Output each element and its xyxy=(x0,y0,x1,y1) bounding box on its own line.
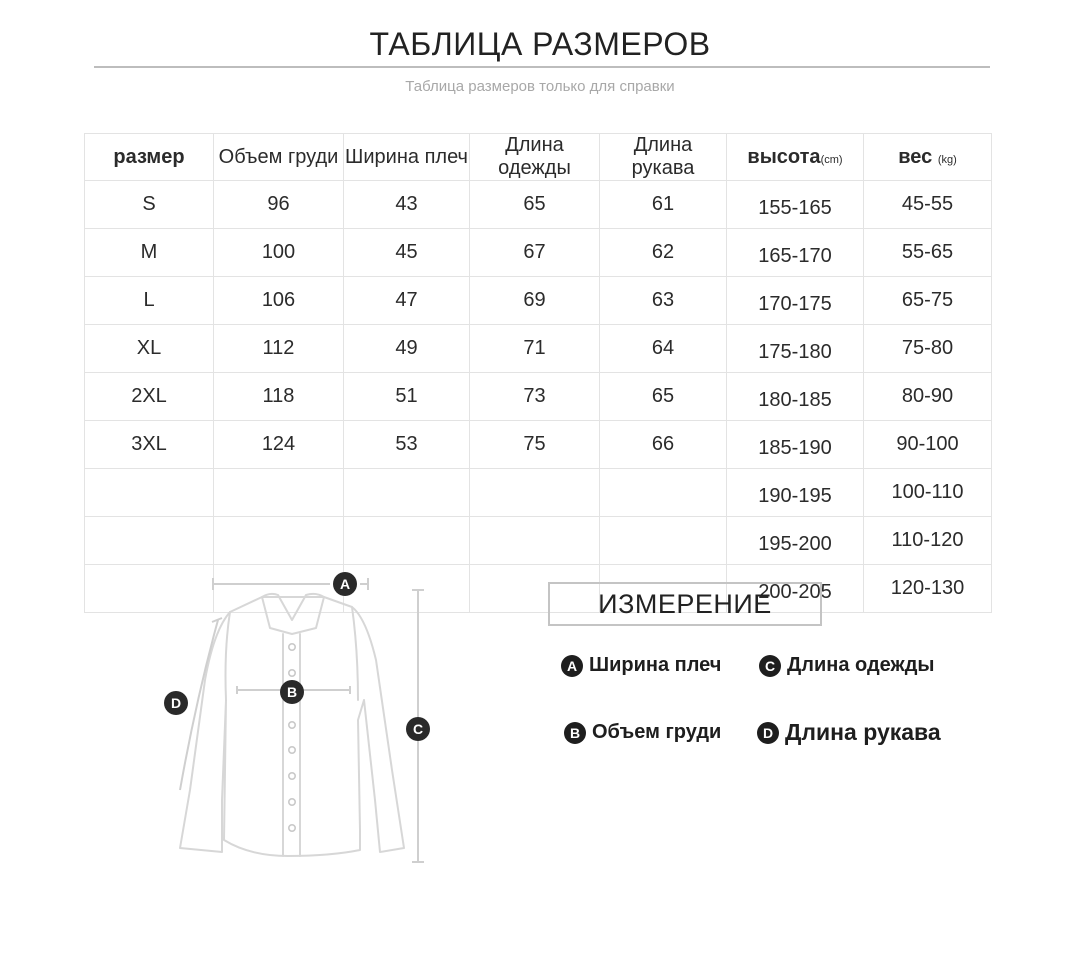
cell-shoulder xyxy=(344,469,470,517)
cell-size xyxy=(85,517,214,565)
cell-shoulder: 53 xyxy=(344,421,470,469)
table-row xyxy=(85,469,992,517)
header-height-unit: (cm) xyxy=(820,153,843,166)
marker-c: C xyxy=(412,721,424,737)
cell-sleeve xyxy=(600,469,727,517)
cell-size: M xyxy=(85,229,214,277)
button-dot xyxy=(289,773,295,779)
cell-weight: 100-110 xyxy=(864,469,992,517)
cell-height: 165-170 xyxy=(727,229,864,277)
jacket-placket xyxy=(283,634,300,856)
cell-weight: 55-65 xyxy=(864,229,992,277)
cell-shoulder: 43 xyxy=(344,181,470,229)
header-sleeve: Длина рукава xyxy=(600,134,727,181)
marker-b: B xyxy=(286,684,298,700)
cell-sleeve xyxy=(600,517,727,565)
cell-weight: 75-80 xyxy=(864,325,992,373)
cell-length: 69 xyxy=(470,277,600,325)
table-row xyxy=(85,373,992,421)
cell-height: 200-205 xyxy=(727,565,864,613)
jacket-collar xyxy=(262,594,324,634)
table-row xyxy=(85,277,992,325)
header-chest: Объем груди xyxy=(214,134,344,181)
cell-size: L xyxy=(85,277,214,325)
cell-length: 67 xyxy=(470,229,600,277)
cell-height: 170-175 xyxy=(727,277,864,325)
header-height xyxy=(727,134,864,181)
header-shoulder: Ширина плеч xyxy=(344,134,470,181)
table-row xyxy=(85,229,992,277)
badge-b-icon: B xyxy=(564,722,586,744)
cell-length xyxy=(470,517,600,565)
header-weight xyxy=(864,134,992,181)
cell-height: 180-185 xyxy=(727,373,864,421)
table-row xyxy=(85,517,992,565)
button-dot xyxy=(289,799,295,805)
cell-size: 2XL xyxy=(85,373,214,421)
header-length: Длина одежды xyxy=(470,134,600,181)
table-header-row xyxy=(85,134,992,181)
cell-chest xyxy=(214,517,344,565)
legend-label: Длина одежды xyxy=(787,654,935,676)
cell-chest: 118 xyxy=(214,373,344,421)
button-dot xyxy=(289,825,295,831)
cell-shoulder: 45 xyxy=(344,229,470,277)
header-weight-label: вес xyxy=(898,145,933,168)
cell-size: XL xyxy=(85,325,214,373)
header-size: размер xyxy=(85,134,214,181)
cell-length: 71 xyxy=(470,325,600,373)
cell-sleeve: 66 xyxy=(600,421,727,469)
cell-chest: 106 xyxy=(214,277,344,325)
cell-weight: 110-120 xyxy=(864,517,992,565)
jacket-diagram xyxy=(150,565,450,875)
cell-length: 73 xyxy=(470,373,600,421)
legend-label: Длина рукава xyxy=(785,719,941,745)
cell-height: 185-190 xyxy=(727,421,864,469)
legend-item-length xyxy=(759,654,934,677)
cell-sleeve: 65 xyxy=(600,373,727,421)
cell-shoulder xyxy=(344,517,470,565)
cell-weight: 65-75 xyxy=(864,277,992,325)
cell-shoulder: 47 xyxy=(344,277,470,325)
title-divider xyxy=(94,66,990,68)
page-title: ТАБЛИЦА РАЗМЕРОВ xyxy=(369,26,711,62)
cell-chest: 96 xyxy=(214,181,344,229)
header-weight-unit: (kg) xyxy=(937,153,957,166)
cell-height: 195-200 xyxy=(727,517,864,565)
marker-a: A xyxy=(339,576,351,592)
cell-chest xyxy=(214,469,344,517)
cell-size: S xyxy=(85,181,214,229)
cell-shoulder: 51 xyxy=(344,373,470,421)
badge-a-icon: A xyxy=(561,655,583,677)
cell-weight: 120-130 xyxy=(864,565,992,613)
cell-height: 175-180 xyxy=(727,325,864,373)
legend-item-sleeve xyxy=(757,719,941,746)
legend-item-chest xyxy=(564,721,721,744)
table-row xyxy=(85,325,992,373)
cell-chest: 100 xyxy=(214,229,344,277)
button-dot xyxy=(289,670,295,676)
table-row xyxy=(85,181,992,229)
cell-sleeve: 61 xyxy=(600,181,727,229)
legend-label: Объем груди xyxy=(592,721,722,743)
badge-c-icon: C xyxy=(759,655,781,677)
button-dot xyxy=(289,722,295,728)
legend-label: Ширина плеч xyxy=(589,654,722,676)
table-row xyxy=(85,421,992,469)
cell-length: 65 xyxy=(470,181,600,229)
cell-chest: 124 xyxy=(214,421,344,469)
cell-weight: 90-100 xyxy=(864,421,992,469)
cell-weight: 80-90 xyxy=(864,373,992,421)
cell-height: 190-195 xyxy=(727,469,864,517)
button-dot xyxy=(289,644,295,650)
cell-sleeve: 63 xyxy=(600,277,727,325)
cell-chest: 112 xyxy=(214,325,344,373)
marker-d: D xyxy=(170,695,182,711)
cell-length: 75 xyxy=(470,421,600,469)
page-subtitle: Таблица размеров только для справки xyxy=(405,78,675,95)
cell-sleeve: 64 xyxy=(600,325,727,373)
button-dot xyxy=(289,747,295,753)
size-table xyxy=(84,133,992,613)
cell-sleeve: 62 xyxy=(600,229,727,277)
cell-height: 155-165 xyxy=(727,181,864,229)
cell-shoulder: 49 xyxy=(344,325,470,373)
cell-size: 3XL xyxy=(85,421,214,469)
header-height-label: высота xyxy=(747,145,821,168)
measurement-title: ИЗМЕРЕНИЕ xyxy=(548,582,822,626)
cell-weight: 45-55 xyxy=(864,181,992,229)
legend-item-shoulder xyxy=(561,654,721,677)
cell-length xyxy=(470,469,600,517)
badge-d-icon: D xyxy=(757,722,779,744)
cell-size xyxy=(85,469,214,517)
